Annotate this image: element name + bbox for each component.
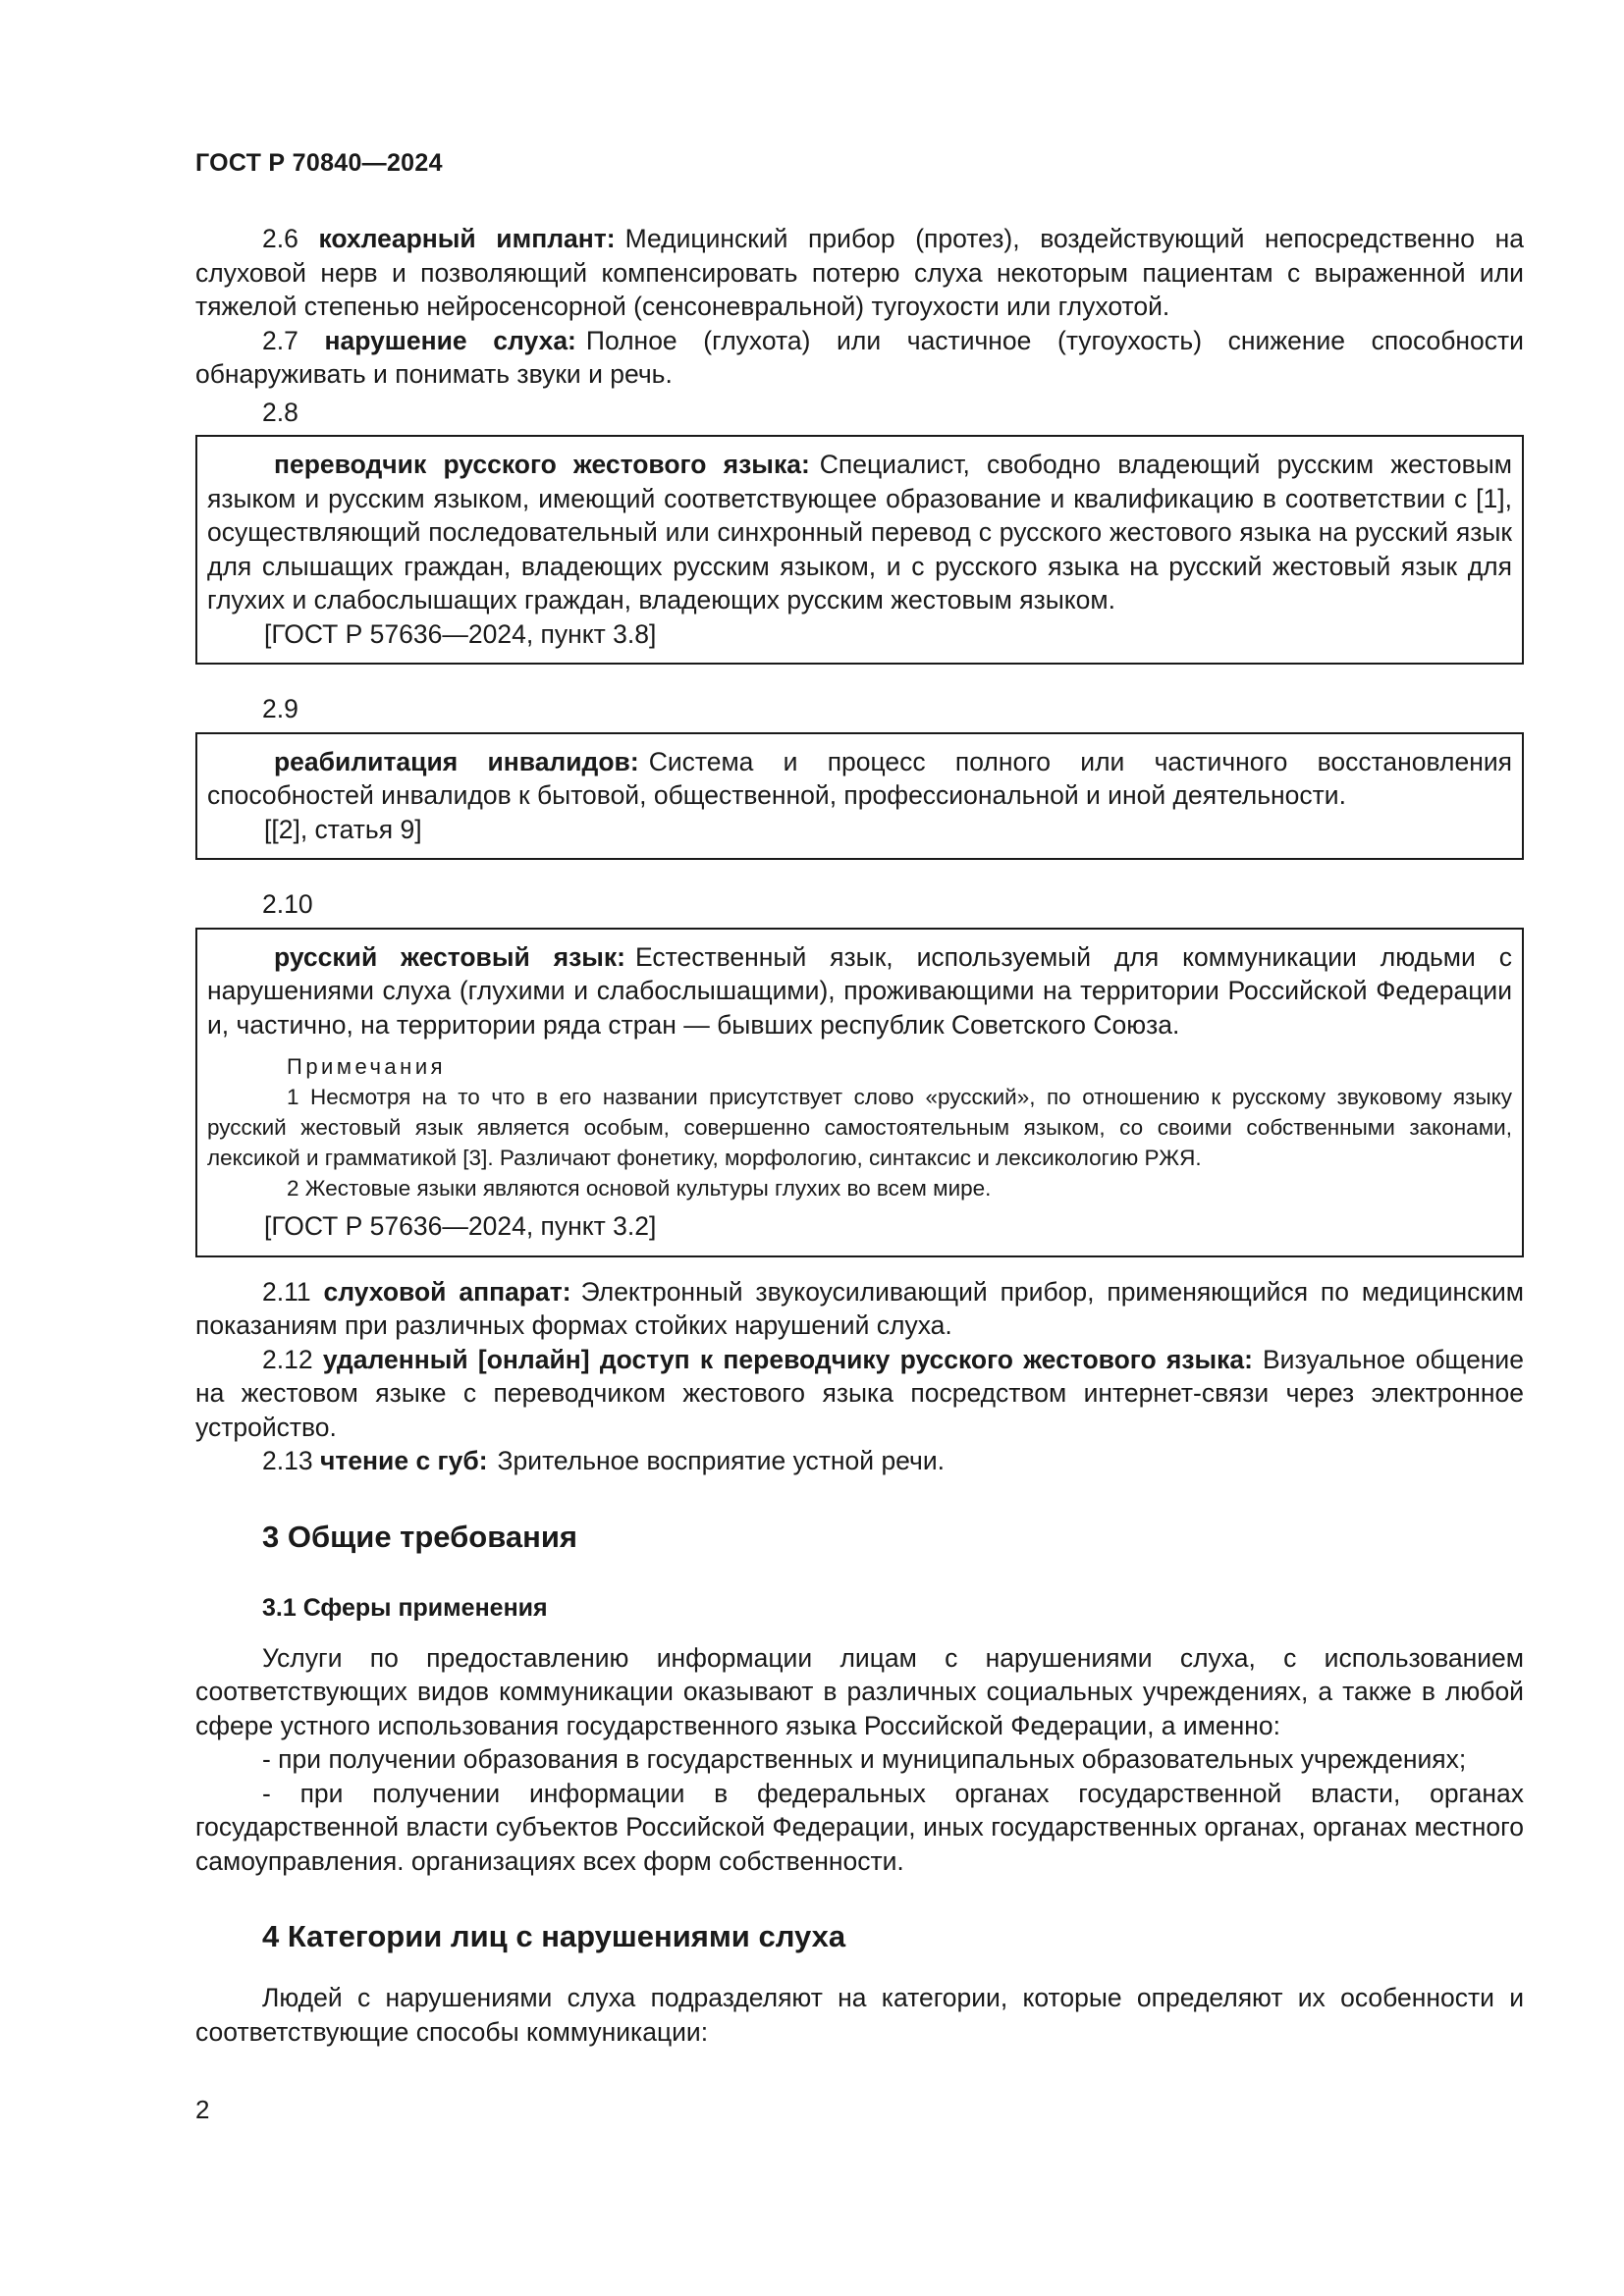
term-definition: Полное (глухота) или частичное (тугоухость) снижение способности обнаруживать и понимать звуки и речь. (195, 325, 1524, 389)
term-entry-2-9 (207, 745, 1512, 813)
term-title: чтение с губ: (319, 1446, 488, 1475)
term-definition: Зрительное восприятие устной речи. (497, 1446, 946, 1475)
section-3-title: 3 Общие требования (262, 1519, 577, 1554)
term-title: русский жестовый язык: (274, 941, 626, 972)
term-number: 2.11 (262, 1276, 311, 1307)
term-entry-2-7 (195, 324, 1524, 392)
page-number: 2 (195, 2095, 210, 2124)
term-definition: Специалист, свободно владеющий русским жестовым языком и русским языком, имеющий соответствующее образование и квалификацию в соответствии с [1], осуществляющий последовательный или синхронный перевод с русского жестового языка на русский язык для слышащих граждан, владеющих русским языком, и с русского языка на русский жестовый язык для глухих и слабослышащих граждан, владеющих русским жестовым языком. (207, 450, 1512, 614)
term-title: удаленный [онлайн] доступ к переводчику русского жестового языка: (322, 1344, 1253, 1374)
document-header: ГОСТ Р 70840—2024 (195, 149, 443, 177)
term-title: реабилитация инвалидов: (274, 746, 639, 776)
term-entry-2-10 (207, 940, 1512, 1042)
term-source: [ГОСТ Р 57636—2024, пункт 3.8] (264, 618, 657, 649)
term-number: 2.13 (262, 1446, 313, 1475)
note-1: 1 Несмотря на то что в его названии присутствует слово «русский», по отношению к русскому звуковому языку русский жестовый язык является особым, совершенно самостоятельным языком, со своими собственными законами, лексикой и грамматикой [3]. Различают фонетику, морфологию, синтаксис и лексикологию РЖЯ. (207, 1085, 1512, 1170)
term-title: нарушение слуха: (324, 325, 576, 355)
section-4-paragraph: Людей с нарушениями слуха подразделяют на категории, которые определяют их особенности и соответствующие способы коммуникации: (195, 1983, 1524, 2047)
term-title: слуховой аппарат: (323, 1276, 571, 1307)
term-number: 2.12 (262, 1344, 313, 1374)
term-entry-2-6 (195, 222, 1524, 324)
term-definition: Естественный язык, используемый для коммуникации людьми с нарушениями слуха (глухими и слабослышащими), проживающими на территории Российской Федерации и, частично, на территории ряда стран — бывших республик Советского Союза. (207, 941, 1512, 1040)
subsection-3-1-title: 3.1 Сферы применения (262, 1593, 548, 1622)
notes-title: Примечания (287, 1054, 447, 1079)
term-box-2-8 (195, 435, 1524, 665)
section-3-list-item-1: - при получении образования в государственных и муниципальных образовательных учреждениях; (262, 1744, 1467, 1774)
section-3-paragraph: Услуги по предоставлению информации лицам с нарушениями слуха, с использованием соответствующих видов коммуникации оказывают в различных социальных учреждениях, а также в любой сфере устного использования государственного языка Российской Федерации, а именно: (195, 1642, 1524, 1740)
term-entry-2-11 (195, 1275, 1524, 1343)
term-box-2-10 (195, 928, 1524, 1257)
term-entry-2-13 (195, 1444, 1524, 1478)
document-body (195, 222, 1524, 2049)
term-number: 2.6 (262, 224, 298, 253)
term-source: [ГОСТ Р 57636—2024, пункт 3.2] (264, 1211, 657, 1241)
term-title: кохлеарный имплант: (318, 224, 616, 253)
note-2: 2 Жестовые языки являются основой культуры глухих во всем мире. (287, 1176, 992, 1201)
term-number-2-9: 2.9 (262, 694, 298, 723)
term-entry-2-12 (195, 1343, 1524, 1445)
term-definition: Медицинский прибор (протез), воздействующий непосредственно на слуховой нерв и позволяющий компенсировать потерю слуха некоторым пациентам с выраженной или тяжелой степенью нейросенсорной (сенсоневральной) тугоухости или глухотой. (195, 224, 1524, 321)
term-definition: Визуальное общение на жестовом языке с переводчиком жестового языка посредством интернет-связи через электронное устройство. (195, 1344, 1524, 1442)
term-number-2-8: 2.8 (262, 397, 298, 427)
term-definition: Система и процесс полного или частичного восстановления способностей инвалидов к бытовой, общественной, профессиональной и иной деятельности. (207, 746, 1513, 810)
term-box-2-9 (195, 732, 1524, 861)
term-title: переводчик русского жестового языка: (274, 450, 810, 479)
term-number-2-10: 2.10 (262, 889, 313, 919)
term-entry-2-8 (207, 448, 1512, 617)
term-source: [[2], статья 9] (264, 814, 422, 844)
term-definition: Электронный звукоусиливающий прибор, применяющийся по медицинским показаниям при различных формах стойких нарушений слуха. (195, 1276, 1524, 1340)
section-4-title: 4 Категории лиц с нарушениями слуха (262, 1919, 846, 1953)
term-number: 2.7 (262, 325, 298, 355)
section-3-list-item-2: - при получении информации в федеральных органах государственной власти, органах государственной власти субъектов Российской Федерации, иных государственных органах, органах местного самоуправления. организациях всех форм собственности. (195, 1778, 1524, 1876)
